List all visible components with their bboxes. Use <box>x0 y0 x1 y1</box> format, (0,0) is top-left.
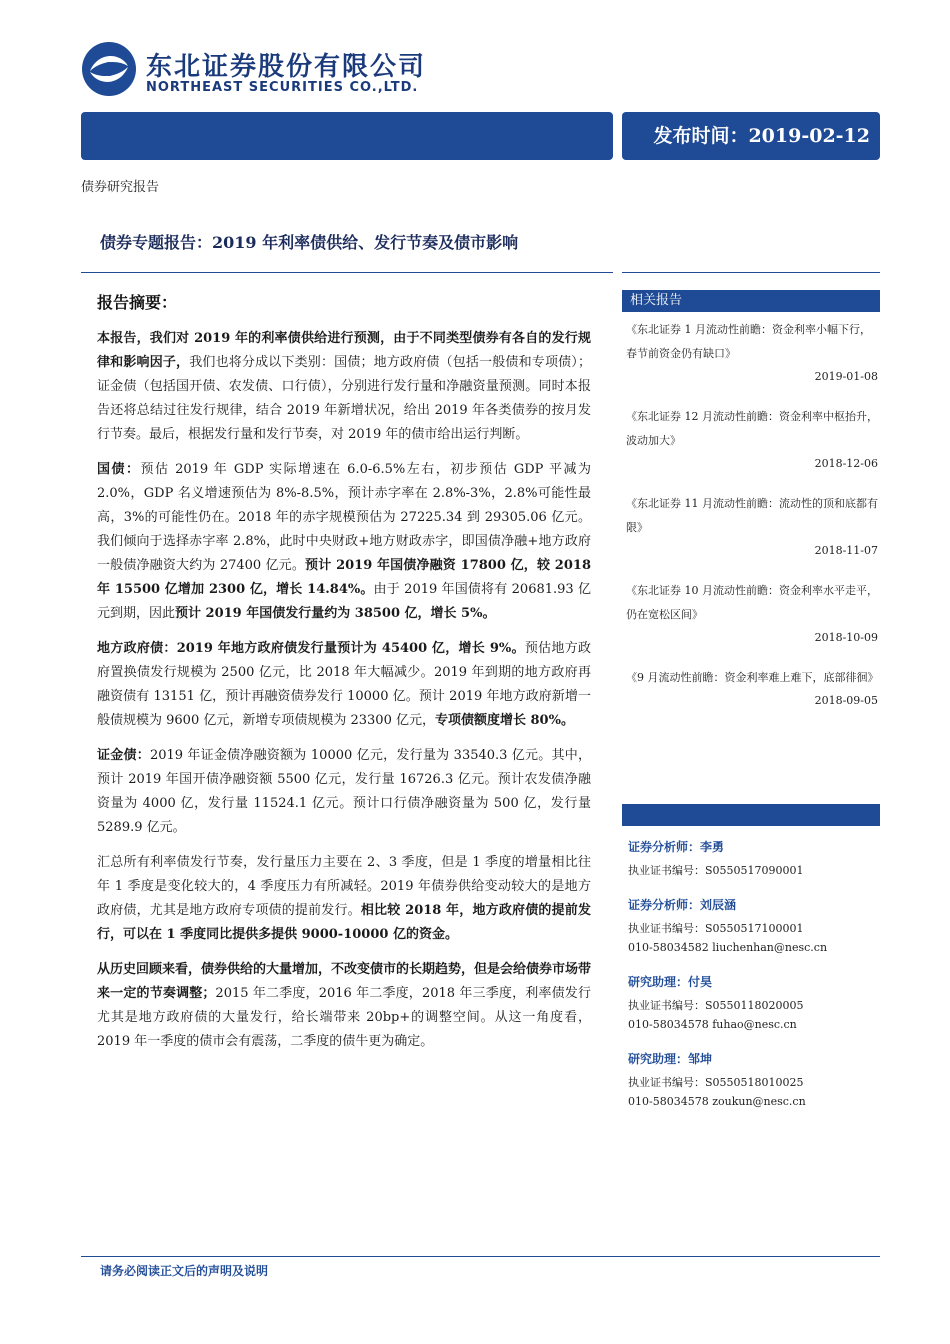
analyst-name: 研究助理：付昊 <box>628 975 713 989</box>
analyst-cert: 执业证书编号：S0550118020005 <box>628 999 804 1012</box>
analysts-header-bar <box>622 804 880 826</box>
analyst-contact[interactable]: 010-58034582 liuchenhan@nesc.cn <box>628 941 828 954</box>
related-reports <box>622 290 880 729</box>
analyst-contact[interactable]: 010-58034578 fuhao@nesc.cn <box>628 1018 797 1031</box>
treasury-text: 预估 2019 年 GDP 实际增速在 6.0-6.5%左右，初步预估 GDP 平减为 2.0%，GDP 名义增速预估为 8%-8.5%，预计赤字率在 2.8%-3%，2.8%可能性最高，3%的可能性仍在。2018 年的赤字规模预估为 27225.34 到 29305.06 亿元。我们倾向于选择赤字率 2.8%，此时中央财政+地方财政赤字，即国债净融+地方政府一般债净融资大约为 27400 亿元。 <box>97 462 591 573</box>
related-report-title[interactable]: 《东北证券 11 月流动性前瞻：流动性的顶和底都有限》 <box>626 497 878 534</box>
local-gov-bold: 地方政府债：2019 年地方政府债发行量预计为 45400 亿，增长 9%。 <box>97 641 525 656</box>
summary-paragraph-local-gov <box>97 637 591 733</box>
summary-paragraph-treasury <box>97 458 591 626</box>
local-gov-text: 预估地方政府置换债发行规模为 2500 亿元，比 2018 年大幅减少。2019 年到期的地方政府再融资债有 13151 亿，预计再融资债券发行 10000 亿。预计 2019 年地方政府新增一般债规模为 9600 亿元，新增专项债规模为 23300 亿元， <box>97 641 591 728</box>
sidebar-divider <box>622 272 880 273</box>
intro-bold: 本报告，我们对 2019 年的利率债供给进行预测，由于不同类型债券有各自的发行规律和影响因子， <box>97 331 591 370</box>
analyst-name: 证券分析师：刘辰涵 <box>628 898 737 912</box>
company-name-en: NORTHEAST SECURITIES CO.,LTD. <box>146 80 419 95</box>
company-logo-icon <box>80 40 138 98</box>
analyst-contact[interactable]: 010-58034578 zoukun@nesc.cn <box>628 1095 806 1108</box>
summary-paragraph-policy-bank <box>97 744 591 840</box>
related-report-item[interactable] <box>622 405 880 470</box>
company-logo <box>80 40 440 100</box>
header-banner <box>81 112 613 160</box>
publish-date: 发布时间：2019-02-12 <box>622 112 880 160</box>
rhythm-text: 汇总所有利率债发行节奏，发行量压力主要在 2、3 季度，但是 1 季度的增量相比往年 1 季度是变化较大的，4 季度压力有所减轻。2019 年债券供给变动较大的是地方政府债，尤其是地方政府专项债的提前发行。 <box>97 855 591 918</box>
report-title: 债券专题报告：2019 年利率债供给、发行节奏及债市影响 <box>100 233 519 252</box>
summary-section <box>97 290 591 1065</box>
report-category: 债券研究报告 <box>81 180 160 195</box>
analyst-cert: 执业证书编号：S0550518010025 <box>628 1076 804 1089</box>
policy-bank-label: 证金债： <box>97 748 150 763</box>
intro-text: 我们也将分成以下类别：国债；地方政府债（包括一般债和专项债）；证金债（包括国开债、农发债、口行债），分别进行发行量和净融资量预测。同时本报告还将总结过往发行规律，结合 2019 年新增状况，给出 2019 年各类债券的按月发行节奏。最后，根据发行量和发行节奏，对 2019 年的债市给出运行判断。 <box>97 355 591 442</box>
treasury-bold-tail: 预计 2019 年国债发行量约为 38500 亿，增长 5%。 <box>175 606 496 621</box>
analyst-name: 证券分析师：李勇 <box>628 840 725 854</box>
related-report-item[interactable] <box>622 492 880 557</box>
analyst-entry <box>628 896 880 957</box>
analyst-cert: 执业证书编号：S0550517090001 <box>628 864 804 877</box>
history-bold: 从历史回顾来看，债券供给的大量增加，不改变债市的长期趋势，但是会给债券市场带来一定的节奏调整； <box>97 962 592 1001</box>
treasury-bold-mid: 预计 2019 年国债净融资 17800 亿，较 2018 年 15500 亿增加 2300 亿，增长 14.84%。 <box>97 558 591 597</box>
analysts-section <box>628 838 880 1127</box>
title-divider <box>81 272 613 273</box>
footer-disclaimer: 请务必阅读正文后的声明及说明 <box>100 1264 269 1278</box>
related-report-date: 2018-12-06 <box>814 457 878 470</box>
summary-heading: 报告摘要： <box>97 293 178 312</box>
summary-paragraph-intro <box>97 327 591 447</box>
footer-divider <box>81 1256 880 1257</box>
related-report-date: 2018-11-07 <box>814 544 878 557</box>
related-report-title[interactable]: 《东北证券 1 月流动性前瞻：资金利率小幅下行，春节前资金仍有缺口》 <box>626 323 871 360</box>
policy-bank-text: 2019 年证金债净融资额为 10000 亿元，发行量为 33540.3 亿元。其中，预计 2019 年国开债净融资额 5500 亿元，发行量 16726.3 亿元。预计农发债净融资量为 4000 亿，发行量 11524.1 亿元。预计口行债净融资量为 500 亿，发行量 5289.9 亿元。 <box>97 748 591 835</box>
related-report-date: 2018-09-05 <box>814 694 878 707</box>
treasury-label: 国债： <box>97 462 141 477</box>
local-gov-bold-tail: 专项债额度增长 80%。 <box>434 713 574 728</box>
analyst-cert: 执业证书编号：S0550517100001 <box>628 922 804 935</box>
related-report-item[interactable] <box>622 318 880 383</box>
summary-paragraph-rhythm <box>97 851 591 947</box>
analyst-entry <box>628 1050 880 1111</box>
related-report-item[interactable] <box>622 666 880 707</box>
related-report-date: 2018-10-09 <box>814 631 878 644</box>
related-report-date: 2019-01-08 <box>814 370 878 383</box>
company-name-cn: 东北证券股份有限公司 <box>146 52 427 82</box>
history-text: 2015 年二季度，2016 年二季度，2018 年三季度，利率债发行尤其是地方政府债的大量发行，给长端带来 20bp+的调整空间。从这一角度看，2019 年一季度的债市会有震荡，二季度的债牛更为确定。 <box>97 986 591 1049</box>
treasury-text-2: 由于 2019 年国债将有 20681.93 亿元到期，因此 <box>97 582 591 621</box>
analyst-name: 研究助理：邹坤 <box>628 1052 713 1066</box>
rhythm-bold-tail: 相比较 2018 年，地方政府债的提前发行，可以在 1 季度同比提供多提供 9000-10000 亿的资金。 <box>97 903 591 942</box>
related-report-item[interactable] <box>622 579 880 644</box>
related-report-title[interactable]: 《9 月流动性前瞻：资金利率难上难下，底部徘徊》 <box>626 671 879 684</box>
summary-paragraph-history <box>97 958 591 1054</box>
related-report-title[interactable]: 《东北证券 12 月流动性前瞻：资金利率中枢抬升，波动加大》 <box>626 410 878 447</box>
related-reports-heading: 相关报告 <box>622 290 880 312</box>
analyst-entry <box>628 838 880 880</box>
related-report-title[interactable]: 《东北证券 10 月流动性前瞻：资金利率水平走平，仍在宽松区间》 <box>626 584 878 621</box>
analyst-entry <box>628 973 880 1034</box>
